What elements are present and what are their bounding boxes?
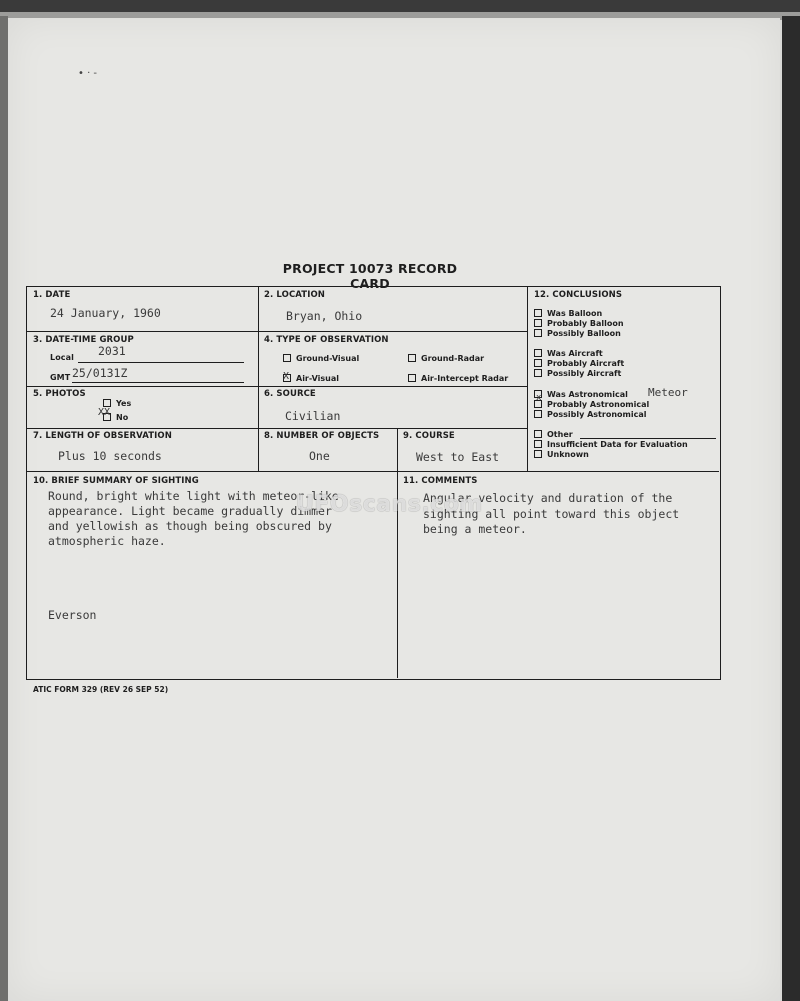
- summary-line-1: Round, bright white light with meteor-like: [48, 489, 339, 503]
- comments-line-1: Angular velocity and duration of the: [423, 491, 673, 505]
- other-underline: [580, 438, 716, 439]
- dtg-local-value: 2031: [98, 344, 126, 358]
- type-check-mark: X: [283, 371, 290, 382]
- checkbox-icon: [534, 410, 542, 418]
- photos-no: No: [103, 413, 128, 422]
- photos-check-mark: XX: [98, 407, 111, 418]
- source-value: Civilian: [285, 409, 341, 423]
- checkbox-icon: [283, 354, 291, 362]
- checkbox-icon: [534, 430, 542, 438]
- watermark: UFOscans.com: [296, 492, 483, 517]
- card-title: PROJECT 10073 RECORD CARD: [282, 261, 458, 291]
- conclusion-handwritten-note: Meteor: [648, 386, 688, 399]
- checkbox-icon: [103, 399, 111, 407]
- divider: [27, 386, 527, 387]
- type-ground-radar: Ground-Radar: [408, 354, 484, 363]
- conclusions-label: 12. CONCLUSIONS: [534, 290, 623, 300]
- checkbox-icon: [534, 329, 542, 337]
- comments-label: 11. COMMENTS: [403, 476, 478, 486]
- conclusion-unknown: Unknown: [534, 450, 589, 459]
- conclusion-possibly-aircraft: Possibly Aircraft: [534, 369, 621, 378]
- checkbox-icon: [534, 359, 542, 367]
- summary-label: 10. BRIEF SUMMARY OF SIGHTING: [33, 476, 199, 486]
- conclusion-was-astronomical: Was Astronomical: [534, 390, 628, 399]
- num-objects-value: One: [309, 449, 330, 463]
- checkbox-icon: [408, 374, 416, 382]
- comments-line-2: sighting all point toward this object: [423, 507, 680, 521]
- course-value: West to East: [416, 450, 500, 464]
- stray-marks: • · -: [78, 68, 98, 79]
- checkbox-icon: [534, 319, 542, 327]
- checkbox-icon: [534, 309, 542, 317]
- divider: [397, 428, 398, 678]
- dtg-gmt-value: 25/0131Z: [72, 366, 128, 380]
- summary-line-4: atmospheric haze.: [48, 534, 166, 548]
- num-objects-label: 8. NUMBER OF OBJECTS: [264, 431, 380, 441]
- divider: [27, 471, 719, 472]
- comments-line-3: being a meteor.: [423, 522, 527, 536]
- checkbox-icon: [408, 354, 416, 362]
- dtg-local-label: Local: [50, 353, 74, 362]
- summary-line-3: and yellowish as though being obscured by: [48, 519, 332, 533]
- type-ground-visual: Ground-Visual: [283, 354, 359, 363]
- photos-yes: Yes: [103, 399, 131, 408]
- source-label: 6. SOURCE: [264, 389, 316, 399]
- type-air-visual: Air-Visual: [283, 374, 339, 383]
- conclusion-probably-astronomical: Probably Astronomical: [534, 400, 649, 409]
- form-id: ATIC FORM 329 (REV 26 SEP 52): [33, 685, 169, 694]
- conclusion-probably-aircraft: Probably Aircraft: [534, 359, 624, 368]
- dtg-gmt-line: [72, 382, 244, 383]
- conclusion-probably-balloon: Probably Balloon: [534, 319, 624, 328]
- conclusion-other: Other: [534, 430, 573, 439]
- divider: [27, 331, 527, 332]
- scan-right-edge: [782, 16, 800, 1001]
- divider: [258, 287, 259, 471]
- location-label: 2. LOCATION: [264, 290, 325, 300]
- date-value: 24 January, 1960: [50, 306, 161, 320]
- length-value: Plus 10 seconds: [58, 449, 162, 463]
- dtg-gmt-label: GMT: [50, 373, 71, 382]
- summary-line-2: appearance. Light became gradually dimmer: [48, 504, 332, 518]
- conclusion-possibly-balloon: Possibly Balloon: [534, 329, 621, 338]
- length-label: 7. LENGTH OF OBSERVATION: [33, 431, 172, 441]
- conclusion-was-balloon: Was Balloon: [534, 309, 602, 318]
- divider: [27, 428, 527, 429]
- photos-label: 5. PHOTOS: [33, 389, 86, 399]
- checkbox-icon: [534, 450, 542, 458]
- location-value: Bryan, Ohio: [286, 309, 363, 323]
- conclusion-possibly-astronomical: Possibly Astronomical: [534, 410, 646, 419]
- checkbox-icon: [534, 349, 542, 357]
- summary-signature: Everson: [48, 608, 97, 622]
- scan-left-edge: [0, 16, 8, 1001]
- dtg-label: 3. DATE-TIME GROUP: [33, 335, 134, 345]
- conclusion-was-aircraft: Was Aircraft: [534, 349, 603, 358]
- conclusion-insufficient-data: Insufficient Data for Evaluation: [534, 440, 688, 449]
- type-air-intercept-radar: Air-Intercept Radar: [408, 374, 508, 383]
- dtg-local-line: [78, 362, 244, 363]
- checkbox-icon: [534, 369, 542, 377]
- type-label: 4. TYPE OF OBSERVATION: [264, 335, 389, 345]
- course-label: 9. COURSE: [403, 431, 455, 441]
- date-label: 1. DATE: [33, 290, 71, 300]
- conclusion-check-mark: x: [536, 393, 542, 403]
- divider: [527, 287, 528, 471]
- checkbox-icon: [534, 440, 542, 448]
